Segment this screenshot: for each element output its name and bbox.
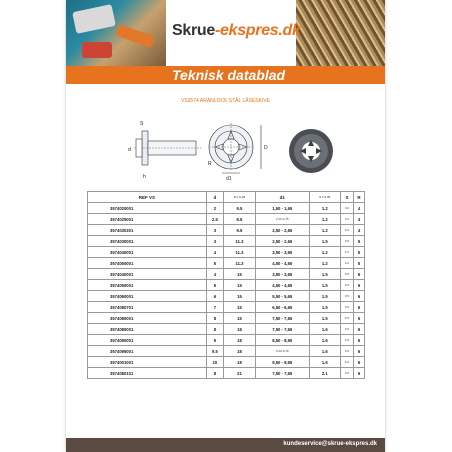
table-cell: 18 [224,324,256,335]
table-cell: 3574001001 [88,357,207,368]
table-cell: 7,50 - 7,65 [255,324,309,335]
table-cell: 5 [206,280,224,291]
table-cell: 1.2 [309,203,340,214]
dim-label-r: R [208,161,212,167]
brand-accent: -ekspres.dk [214,22,301,39]
table-cell: 15 [224,280,256,291]
spec-table-body [88,203,365,379]
table-cell: 21 [224,368,256,379]
table-row [88,280,365,291]
table-cell: 4,50 - 4,65 [255,280,309,291]
table-cell: 11.3 [224,258,256,269]
product-subtitle: VS3574 ARANLOCK STÅL LÅSESKIVE [180,98,271,104]
column-header: D ± 0,20 [224,192,256,203]
table-cell: 11.3 [224,247,256,258]
table-cell: 5 [354,258,365,269]
table-cell: 15 [224,269,256,280]
table-cell: 6 [354,280,365,291]
table-cell: 8 [206,324,224,335]
dim-label-s: S [140,121,144,127]
table-cell: 3574095001 [88,346,207,357]
table-cell: 0.2 [340,258,353,269]
table-cell: 3,50 - 3,65 [255,269,309,280]
table-cell: 3574050001 [88,258,207,269]
table-cell: 3 [206,225,224,236]
table-cell: 9.5 [224,225,256,236]
table-cell: 2,50 - 2,65 [255,225,309,236]
washer-photo [286,126,336,176]
table-cell: 3574040001 [88,269,207,280]
table-cell: 1.5 [309,291,340,302]
title-banner [66,66,385,84]
footer-bar [66,438,385,452]
table-cell: 3574080001 [88,313,207,324]
technical-drawing [116,115,286,183]
table-cell: 1.6 [309,335,340,346]
table-cell: 11.3 [224,236,256,247]
spec-table [87,191,365,379]
table-cell: 3574040001 [88,247,207,258]
table-cell: 5 [206,258,224,269]
table-cell: 18 [224,335,256,346]
table-cell: 9,50 - 9,65 [255,357,309,368]
table-cell: 0.5 [340,313,353,324]
table-cell: 9 [206,335,224,346]
table-cell: 0.5 [340,291,353,302]
table-row [88,258,365,269]
table-cell: 2,50 - 2,65 [255,236,309,247]
table-cell: 3574080101 [88,368,207,379]
table-cell: 3574030001 [88,236,207,247]
column-header: S [340,192,353,203]
table-cell: 3574090001 [88,335,207,346]
contact-email-link[interactable]: kundeservice@skrue-ekspres.dk [283,441,377,447]
table-cell: 3 [206,236,224,247]
table-cell: 0.5 [340,269,353,280]
page-title: Teknisk datablad [172,67,286,83]
table-header-row [88,192,365,203]
dim-label-d1: d1 [226,176,232,182]
table-cell: 1.2 [309,214,340,225]
table-cell: 8,50 - 8,65 [255,335,309,346]
table-cell: 3574030301 [88,225,207,236]
table-cell: 1.6 [309,346,340,357]
table-row [88,335,365,346]
table-cell: 6 [354,335,365,346]
brand-logo [172,22,301,40]
table-cell: 1.2 [309,247,340,258]
table-cell: 6 [354,368,365,379]
table-cell: 3574060001 [88,291,207,302]
table-cell: 1.5 [309,280,340,291]
table-cell: 4 [206,247,224,258]
dim-label-d: d [128,147,131,153]
table-row [88,313,365,324]
table-cell: 3574025001 [88,214,207,225]
table-cell: 6 [354,357,365,368]
table-cell: 18 [224,346,256,357]
table-cell: 1.2 [309,225,340,236]
table-cell: 0.5 [340,280,353,291]
tools-photo [66,0,166,66]
table-cell: 3574050001 [88,280,207,291]
table-cell: 6 [354,269,365,280]
table-row [88,236,365,247]
column-header: d [206,192,224,203]
datasheet-page [66,0,385,452]
table-cell: 5 [354,247,365,258]
table-cell: 8 [206,368,224,379]
table-row [88,203,365,214]
dim-label-h: h [143,174,146,180]
column-header: REF VS [88,192,207,203]
header-banner-image [66,0,385,66]
table-row [88,214,365,225]
table-cell: 6 [354,302,365,313]
table-cell: 4 [354,214,365,225]
table-cell: 3,50 - 3,65 [255,247,309,258]
table-cell: 15 [224,313,256,324]
table-cell: 15 [224,291,256,302]
table-cell: 10 [206,357,224,368]
column-header: R [354,192,365,203]
table-cell: 9.5 [224,203,256,214]
table-row [88,247,365,258]
table-cell: 18 [224,357,256,368]
table-cell: 0.6 [340,346,353,357]
table-cell: 0.5 [340,236,353,247]
table-cell: 6 [354,313,365,324]
table-cell: 2 [206,203,224,214]
table-row [88,269,365,280]
table-cell: 0.5 [340,302,353,313]
table-cell: 7,50 - 7,65 [255,368,309,379]
table-cell: 7,50 - 7,65 [255,313,309,324]
table-cell: 6 [354,346,365,357]
table-cell: 4 [354,203,365,214]
table-cell: 15 [224,302,256,313]
table-row [88,225,365,236]
table-cell: 0.2 [340,247,353,258]
table-cell: 2.00-2.15 [255,214,309,225]
table-cell: 6 [206,291,224,302]
table-cell: 3574020001 [88,203,207,214]
table-cell: 5,50 - 5,65 [255,291,309,302]
table-cell: 6 [354,291,365,302]
dim-label-D: D [264,145,268,151]
table-cell: 8.5 [224,214,256,225]
table-cell: 4,50 - 4,65 [255,258,309,269]
table-cell: 0.6 [340,368,353,379]
screws-photo [296,0,385,66]
table-cell: 6 [354,324,365,335]
table-cell: 8 [206,313,224,324]
table-cell: 0.2 [340,225,353,236]
table-row [88,368,365,379]
table-cell: 0.6 [340,203,353,214]
table-cell: 1.6 [309,357,340,368]
table-cell: 1.5 [309,313,340,324]
table-cell: 9.00-9.15 [255,346,309,357]
table-cell: 3574080701 [88,302,207,313]
column-header: S ± 0,05 [309,192,340,203]
table-cell: 1.5 [309,302,340,313]
table-cell: 6,50 - 6,65 [255,302,309,313]
table-cell: 7 [206,302,224,313]
table-cell: 1.6 [309,324,340,335]
table-row [88,357,365,368]
table-cell: 0.2 [340,214,353,225]
table-cell: 1.5 [309,236,340,247]
table-cell: 3574080001 [88,324,207,335]
table-cell: 2.5 [206,214,224,225]
table-row [88,302,365,313]
table-cell: 2.1 [309,368,340,379]
column-header: d1 [255,192,309,203]
table-row [88,346,365,357]
table-cell: 1.2 [309,258,340,269]
table-cell: 0.6 [340,335,353,346]
table-cell: 0.6 [340,324,353,335]
table-row [88,291,365,302]
table-cell: 4 [354,225,365,236]
table-cell: 5 [354,236,365,247]
brand-name: Skrue [172,22,215,39]
table-cell: 4 [206,269,224,280]
table-cell: 0.6 [340,357,353,368]
table-cell: 1.5 [309,269,340,280]
table-cell: 9.5 [206,346,224,357]
table-cell: 1,50 - 1,65 [255,203,309,214]
table-row [88,324,365,335]
